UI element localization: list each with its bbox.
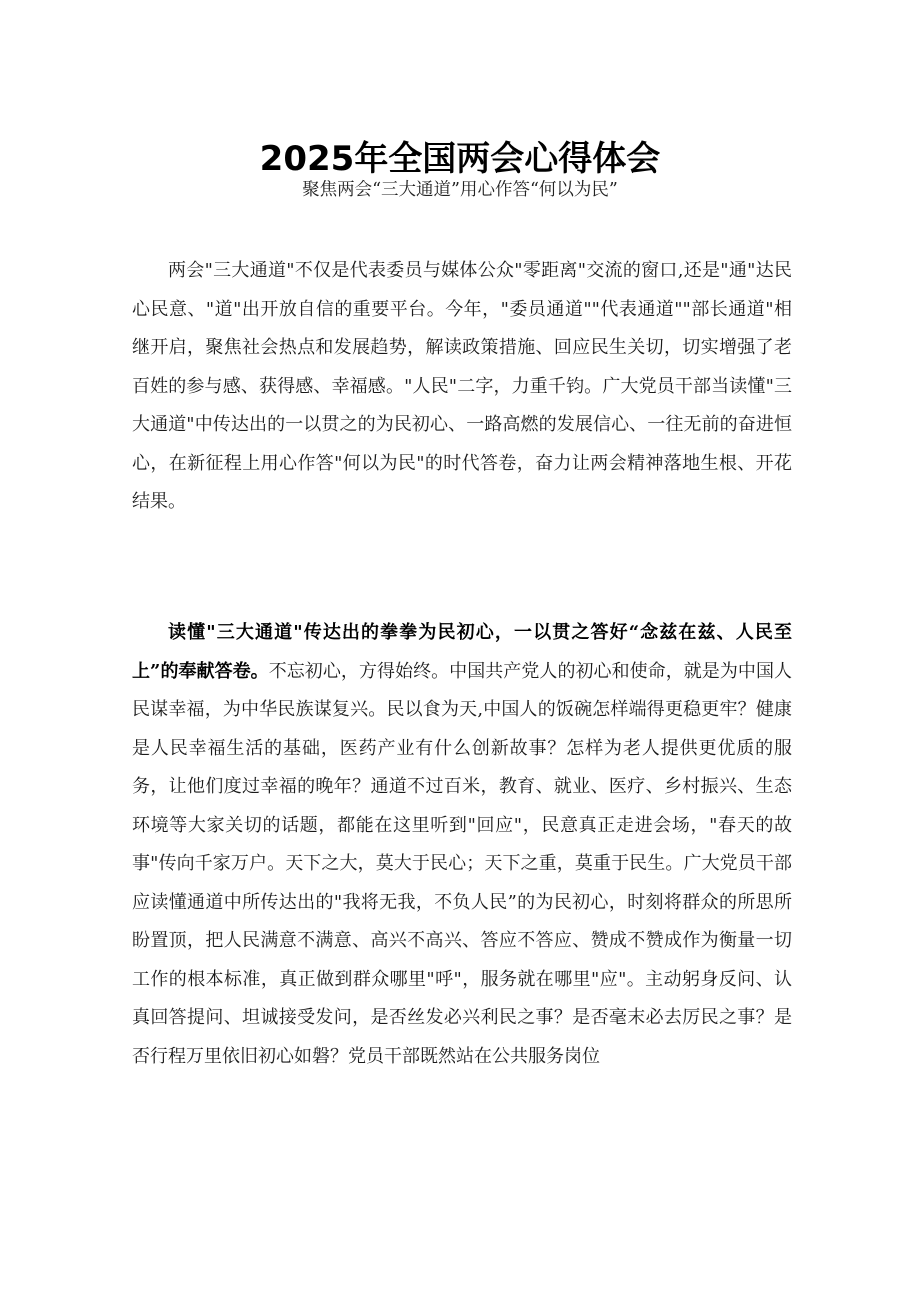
paragraph-section-one [132,614,792,1076]
paragraph-intro [132,252,792,522]
paragraph-intro-text: 两会"三大通道"不仅是代表委员与媒体公众"零距离"交流的窗口,还是"通"达民心民意、"道"出开放自信的重要平台。今年，"委员通道""代表通道""部长通道"相继开启，聚焦社会热点和发展趋势，解读政策措施、回应民生关切，切实增强了老百姓的参与感、获得感、幸福感。"人民"二字，力重千钧。广大党员干部当读懂"三大通道"中传达出的一以贯之的为民初心、一路高燃的发展信心、一往无前的奋进恒心，在新征程上用心作答"何以为民"的时代答卷，奋力让两会精神落地生根、开花结果。 [132,260,792,512]
section-one-heading: 读懂"三大通道"传达出的拳拳为民初心，一以贯之答好“念兹在兹、人民至上”的奉献答卷。 [132,622,792,682]
title-text: 年全国两会心得体会 [354,138,661,179]
title-year: 2025 [259,138,355,179]
section-one-text: 不忘初心，方得始终。中国共产党人的初心和使命，就是为中国人民谋幸福，为中华民族谋复兴。民以食为天,中国人的饭碗怎样端得更稳更牢？健康是人民幸福生活的基础，医药产业有什么创新故事？怎样为老人提供更优质的服务，让他们度过幸福的晚年？通道不过百米，教育、就业、医疗、乡村振兴、生态环境等大家关切的话题，都能在这里听到"回应"，民意真正走进会场，"春天的故事"传向千家万户。天下之大，莫大于民心；天下之重，莫重于民生。广大党员干部应读懂通道中所传达出的"我将无我，不负人民”的为民初心，时刻将群众的所思所盼置顶，把人民满意不满意、高兴不高兴、答应不答应、赞成不赞成作为衡量一切工作的根本标准，真正做到群众哪里"呼"，服务就在哪里"应"。主动躬身反问、认真回答提问、坦诚接受发问，是否丝发必兴利民之事？是否毫末必去厉民之事？是否行程万里依旧初心如磐？党员干部既然站在公共服务岗位 [132,660,792,1067]
document-subtitle: 聚焦两会“三大通道”用心作答“何以为民” [302,180,618,200]
